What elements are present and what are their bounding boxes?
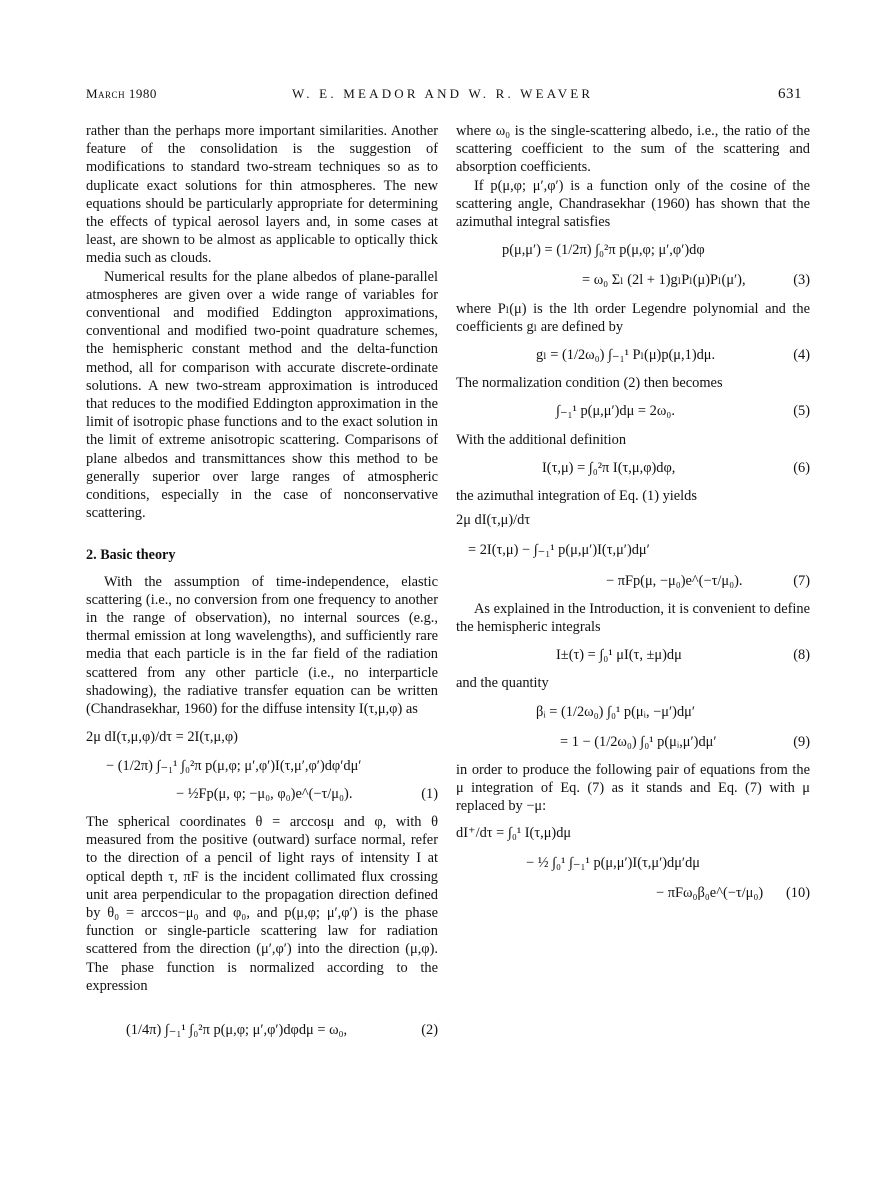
equation-4 <box>456 346 810 364</box>
equation-1 <box>86 728 438 803</box>
header-date: March 1980 <box>86 86 157 101</box>
equation-number: (10) <box>786 885 810 902</box>
header-authors: W. E. MEADOR AND W. R. WEAVER <box>292 86 594 101</box>
left-column <box>86 122 438 1039</box>
equation-line: = 1 − (1/2ω₀) ∫₀¹ p(μᵢ,μ′)dμ′ <box>560 733 717 750</box>
equation-line: gₗ = (1/2ω₀) ∫₋₁¹ Pₗ(μ)p(μ,1)dμ. <box>536 347 716 364</box>
equation-number: (4) <box>793 347 810 364</box>
equation-8 <box>456 646 810 664</box>
paragraph: where ω₀ is the single-scattering albedo, i.e., the ratio of the scattering coefficient to the sum of the scattering and absorption coefficients. <box>456 123 810 176</box>
equation-line: ∫₋₁¹ p(μ,μ′)dμ = 2ω₀. <box>556 403 675 420</box>
equation-line: p(μ,μ′) = (1/2π) ∫₀²π p(μ,φ; μ′,φ′)dφ <box>502 242 705 259</box>
equation-line: βᵢ = (1/2ω₀) ∫₀¹ p(μᵢ, −μ′)dμ′ <box>536 703 695 720</box>
paragraph: The spherical coordinates θ = arccosμ and φ, with θ measured from the positive (outward) surface normal, refer to the direction of a pencil of light rays of intensity I at optical depth τ, πF is the incident collimated flux crossing unit area perpendicular to the propagation direction defined by θ₀ = arccos−μ₀ and φ₀, and p(μ,φ; μ′,φ′) is the phase function or single-particle scattering law for radiation scattered from the direction (μ′,φ′) into the direction (μ,φ). The phase function is normalized according to the expression <box>86 813 438 994</box>
equation-2 <box>86 1021 438 1039</box>
equation-line: 2μ dI(τ,μ)/dτ <box>456 512 531 529</box>
equation-line: − ½Fp(μ, φ; −μ₀, φ₀)e^(−τ/μ₀). <box>176 785 353 802</box>
equation-line: 2μ dI(τ,μ,φ)/dτ = 2I(τ,μ,φ) <box>86 729 238 746</box>
equation-10 <box>456 824 810 903</box>
equation-number: (3) <box>793 272 810 289</box>
equation-line: − (1/2π) ∫₋₁¹ ∫₀²π p(μ,φ; μ′,φ′)I(τ,μ′,φ′)dφ′dμ′ <box>106 757 362 774</box>
equation-number: (7) <box>793 572 810 589</box>
equation-line: − πFω₀β₀e^(−τ/μ₀) <box>656 885 764 902</box>
equation-number: (2) <box>421 1021 438 1038</box>
paragraph: the azimuthal integration of Eq. (1) yields <box>456 488 697 505</box>
paragraph: If p(μ,φ; μ′,φ′) is a function only of the cosine of the scattering angle, Chandrasekhar (1960) has shown that the azimuthal integral satisfies <box>456 177 810 231</box>
equation-6 <box>456 459 810 477</box>
paragraph: rather than the perhaps more important similarities. Another feature of the consolidation is the suggestion of modifications to standard two-stream techniques so as to duplicate exact solutions for thin atmospheres. The new equations should be particularly appropriate for determining the effects of typical aerosol layers and, in some cases at least, are shown to be almost as applicable to optically thick media such as clouds. <box>86 123 438 267</box>
paragraph: where Pₗ(μ) is the lth order Legendre polynomial and the coefficients gₗ are defined by <box>456 300 810 335</box>
equation-line: = 2I(τ,μ) − ∫₋₁¹ p(μ,μ′)I(τ,μ′)dμ′ <box>468 542 650 559</box>
equation-line: − πFp(μ, −μ₀)e^(−τ/μ₀). <box>606 572 743 589</box>
equation-number: (5) <box>793 403 810 420</box>
paragraph: in order to produce the following pair of equations from the μ integration of Eq. (7) as it stands and Eq. (7) with μ replaced by −μ: <box>456 762 810 815</box>
paragraph: With the additional definition <box>456 431 627 448</box>
right-column <box>456 122 810 902</box>
equation-5 <box>456 402 810 420</box>
equation-line: dI⁺/dτ = ∫₀¹ I(τ,μ)dμ <box>456 824 572 841</box>
equation-line: = ω₀ Σₗ (2l + 1)gₗPₗ(μ)Pₗ(μ′), <box>582 272 746 289</box>
paragraph: and the quantity <box>456 675 549 692</box>
paragraph: Numerical results for the plane albedos of plane-parallel atmospheres are given over a wide range of variables for conventional and modified Eddington approximations, conventional and modified two-point quadrature schemes, the hemispheric constant method and the delta-function method, all for comparison with accurate discrete-ordinate solutions. A new two-stream approximation is introduced that reduces to the modified Eddington approximation in the limit of isotropic phase functions and to the exact solution in the limit of extreme anisotropic scattering. Comparisons of plane albedos and transmittances show this method to be generally superior over large ranges of atmospheric conditions, especially in the case of nonconservative scattering. <box>86 268 438 522</box>
equation-number: (6) <box>793 459 810 476</box>
equation-line: I(τ,μ) = ∫₀²π I(τ,μ,φ)dφ, <box>542 459 676 476</box>
paragraph: With the assumption of time-independence, elastic scattering (i.e., no conversion from one frequency to another in the range of observation), no internal sources (e.g., thermal emission at long wavelengths), and sufficiently rare media that each particle is in the far field of the radiation scattered from any other particle (i.e., no interparticle shadowing), the radiative transfer equation can be written (Chandrasekhar, 1960) for the diffuse intensity I(τ,μ,φ) as <box>86 573 438 718</box>
equation-3 <box>456 241 810 289</box>
equation-line: I±(τ) = ∫₀¹ μI(τ, ±μ)dμ <box>556 647 682 664</box>
equation-number: (8) <box>793 647 810 664</box>
page-number: 631 <box>778 86 802 102</box>
equation-7 <box>456 511 810 590</box>
section-title: 2. Basic theory <box>86 547 176 564</box>
equation-line: (1/4π) ∫₋₁¹ ∫₀²π p(μ,φ; μ′,φ′)dφdμ = ω₀, <box>126 1021 348 1038</box>
paragraph: The normalization condition (2) then becomes <box>456 375 723 392</box>
paragraph: As explained in the Introduction, it is convenient to define the hemispheric integrals <box>456 600 810 636</box>
equation-line: − ½ ∫₀¹ ∫₋₁¹ p(μ,μ′)I(τ,μ′)dμ′dμ <box>526 854 700 871</box>
equation-9 <box>456 703 810 751</box>
equation-number: (9) <box>793 733 810 750</box>
equation-number: (1) <box>421 785 438 802</box>
